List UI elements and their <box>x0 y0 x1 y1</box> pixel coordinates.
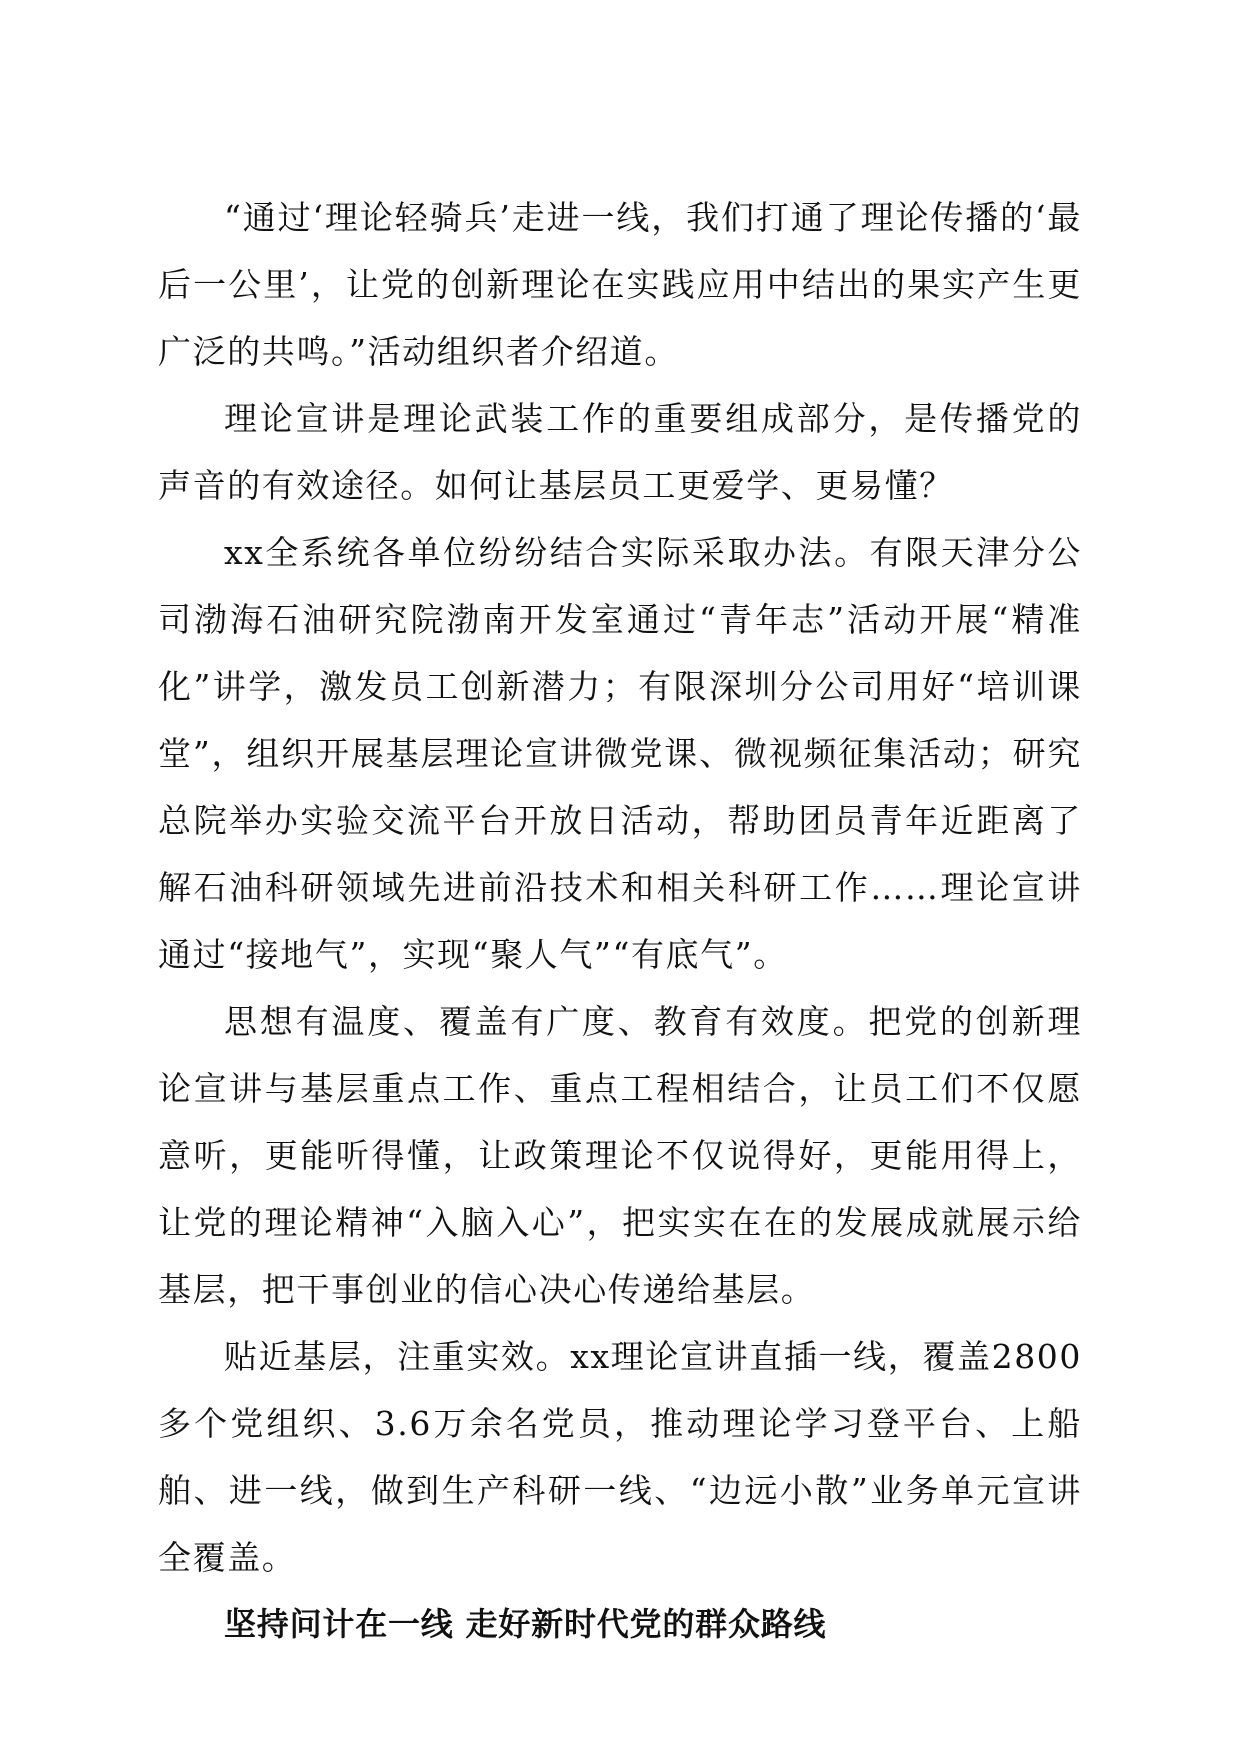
paragraph-theory-lecture: 理论宣讲是理论武装工作的重要组成部分，是传播党的声音的有效途径。如何让基层员工更爱学、更易懂？ <box>158 399 1082 505</box>
paragraph-grassroots-coverage: 贴近基层，注重实效。xx理论宣讲直插一线，覆盖2800多个党组织、3.6万余名党员，推动理论学习登平台、上船舶、进一线，做到生产科研一线、“边远小散”业务单元宣讲全覆盖。 <box>158 1337 1082 1577</box>
paragraph-thought-warmth: 思想有温度、覆盖有广度、教育有效度。把党的创新理论宣讲与基层重点工作、重点工程相结合，让员工们不仅愿意听，更能听得懂，让政策理论不仅说得好，更能用得上，让党的理论精神“入脑入心”，把实实在在的发展成就展示给基层，把干事创业的信心决心传递给基层。 <box>158 1002 1082 1309</box>
paragraph-units-measures: xx全系统各单位纷纷结合实际采取办法。有限天津分公司渤海石油研究院渤南开发室通过“青年志”活动开展“精准化”讲学，激发员工创新潜力；有限深圳分公司用好“培训课堂”，组织开展基层理论宣讲微党课、微视频征集活动；研究总院举办实验交流平台开放日活动，帮助团员青年近距离了解石油科研领域先进前沿技术和相关科研工作……理论宣讲通过“接地气”，实现“聚人气”“有底气”。 <box>158 533 1082 974</box>
section-subheading: 坚持问计在一线 走好新时代党的群众路线 <box>224 1605 827 1643</box>
document-body <box>158 184 1082 1658</box>
paragraph-quote: “通过‘理论轻骑兵’走进一线，我们打通了理论传播的‘最后一公里’，让党的创新理论在实践应用中结出的果实产生更广泛的共鸣。”活动组织者介绍道。 <box>158 198 1082 371</box>
